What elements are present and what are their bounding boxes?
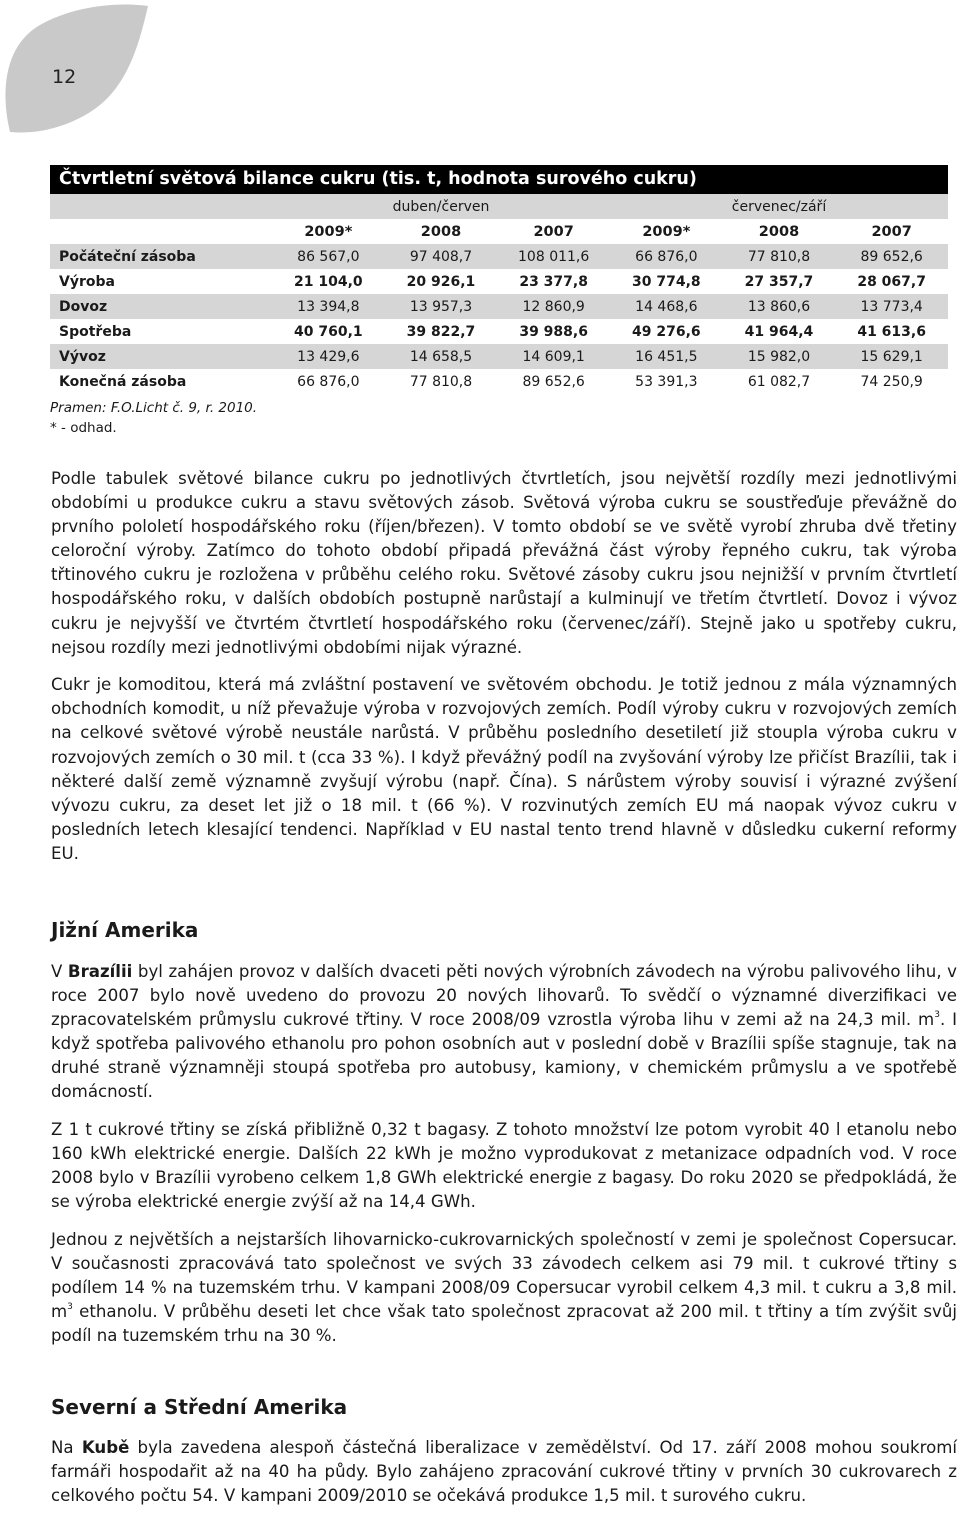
table-row [50, 269, 948, 294]
year-header-row [50, 219, 948, 244]
table-cell: 28 067,7 [835, 269, 948, 294]
group-header-row [50, 194, 948, 219]
section-heading-south-america: Jižní Amerika [51, 918, 199, 942]
paragraph: Jednou z největších a nejstarších lihovarnicko-cukrovarnických společností v zemi je společnost Copersucar. V současnosti zpracovává tato společnost ve svých 33 závodech celkem asi 79 mil. t cukrové třtiny s podílem 14 % na tuzemském trhu. V kampani 2008/09 Copersucar vyrobil celkem 4,3 mil. t cukru a 3,8 mil. $m^3$ ethanolu. V průběhu deseti let chce však tato společnost zpracovat až 200 mil. t třtiny a tím zvýšit svůj podíl na tuzemském trhu na 30 %. [51, 1229, 957, 1346]
year-header: 2009* [642, 223, 691, 240]
table-cell: 27 357,7 [723, 269, 836, 294]
table-cell: 13 957,3 [385, 294, 498, 319]
row-label: Počáteční zásoba [50, 244, 272, 269]
paragraph: Cukr je komoditou, která má zvláštní postavení ve světovém obchodu. Je totiž jednou z mála významných obchodních komodit, u níž převažuje výroba v rozvojových zemích. Podíl výroby cukru v rozvojových zemích na celkové světové výrobě neustále narůstá. V průběhu posledního desetiletí již stoupla výroba cukru v rozvojových zemích o 30 mil. t (cca 33 %). I když převážný podíl na zvyšování výroby lze přičíst Brazílii, tak i některé další země významně zvyšují výrobu (např. Čína). S nárůstem výroby souvisí i výrazné zvýšení vývozu cukru, za deset let již o 18 mil. t (66 %). V rozvinutých zemích EU má naopak vývoz cukru v posledních letech klesající tendenci. Například v EU nastal tento trend hlavně v důsledku cukerní reformy EU. [51, 675, 957, 863]
table-cell: 61 082,7 [723, 369, 836, 394]
group-header-q3: červenec/září [610, 194, 948, 219]
paragraph: Podle tabulek světové bilance cukru po jednotlivých čtvrtletích, jsou největší rozdíly mezi jednotlivými obdobími u produkce cukru a stavu světových zásob. Světová výroba cukru se soustřeďuje převážně do prvního pololetí hospodářského roku (říjen/březen). V tomto období se ve světě vyrobí zhruba dvě třetiny celoroční výroby. Zatímco do tohoto období připadá převážná část výroby řepného cukru, tak výroba třtinového cukru je rozložena v průběhu celého roku. Světové zásoby cukru jsou nejnižší v prvním čtvrtletí hospodářského roku, v dalších obdobích postupně narůstají a kulminují ve třetím čtvrtletí. Dovoz i vývoz cukru je nejvyšší ve čtvrtém čtvrtletí hospodářského roku (červenec/září). Stejně jako u spotřeby cukru, nejsou rozdíly mezi jednotlivými obdobími nijak výrazné. [51, 469, 957, 657]
table-cell: 49 276,6 [610, 319, 723, 344]
row-label: Výroba [50, 269, 272, 294]
table-row [50, 294, 948, 319]
country-cuba: Kubě [81, 1438, 130, 1457]
row-label: Konečná zásoba [50, 369, 272, 394]
row-label: Spotřeba [50, 319, 272, 344]
sugar-balance-table [50, 194, 948, 394]
table-cell: 40 760,1 [272, 319, 385, 344]
table-cell: 30 774,8 [610, 269, 723, 294]
paragraph: V Brazílii byl zahájen provoz v dalších dvaceti pěti nových výrobních závodech na výrobu palivového lihu, v roce 2007 bylo nově uvedeno do provozu 20 nových lihovarů. To svědčí o významné diverzifikaci ve zpracovatelském průmyslu cukrové třtiny. V roce 2008/09 vzrostla výroba lihu v zemi až na 24,3 mil. $m^3$. I když spotřeba palivového ethanolu pro pohon osobních aut v poslední době v Brazílii spíše stagnuje, tak na druhé straně významněji stoupá spotřeba pro autobusy, kamiony, v chemickém průmyslu a ve spotřebě domácností. [51, 962, 957, 1102]
table-cell: 13 860,6 [723, 294, 836, 319]
table-row [50, 369, 948, 394]
table-cell: 14 658,5 [385, 344, 498, 369]
table-cell: 66 876,0 [272, 369, 385, 394]
sugar-balance-table-section [50, 165, 948, 438]
page-number: 12 [52, 66, 77, 88]
table-cell: 41 964,4 [723, 319, 836, 344]
year-header: 2008 [758, 223, 800, 240]
table-cell: 12 860,9 [497, 294, 610, 319]
south-america-text [51, 960, 957, 1362]
row-label: Vývoz [50, 344, 272, 369]
table-cell: 39 988,6 [497, 319, 610, 344]
table-cell: 89 652,6 [497, 369, 610, 394]
intro-text [51, 467, 957, 880]
paragraph: Na Kubě byla zavedena alespoň částečná liberalizace v zemědělství. Od 17. září 2008 mohou soukromí farmáři hospodařit až na 40 ha půdy. Bylo zahájeno zpracování cukrové třtiny v prvních 30 cukrovarech z celkového počtu 54. V kampani 2009/2010 se očekává produkce 1,5 mil. t surového cukru. [51, 1438, 957, 1506]
north-america-text [51, 1436, 957, 1522]
table-cell: 66 876,0 [610, 244, 723, 269]
table-cell: 39 822,7 [385, 319, 498, 344]
table-cell: 77 810,8 [723, 244, 836, 269]
table-notes [50, 398, 948, 438]
table-cell: 108 011,6 [497, 244, 610, 269]
table-cell: 15 629,1 [835, 344, 948, 369]
table-cell: 13 394,8 [272, 294, 385, 319]
paragraph: Z 1 t cukrové třtiny se získá přibližně 0,32 t bagasy. Z tohoto množství lze potom vyrobit 40 l etanolu nebo 160 kWh elektrické energie. Dalších 22 kWh je možno vyprodukovat z metanizace odpadních vod. V roce 2008 bylo v Brazílii vyrobeno celkem 1,8 GWh elektrické energie z bagasy. Do roku 2020 se předpokládá, že se výroba elektrické energie zvýší až na 14,4 GWh. [51, 1120, 957, 1212]
table-cell: 16 451,5 [610, 344, 723, 369]
table-cell: 97 408,7 [385, 244, 498, 269]
country-brazil: Brazílii [67, 962, 133, 981]
table-cell: 86 567,0 [272, 244, 385, 269]
table-cell: 89 652,6 [835, 244, 948, 269]
table-cell: 14 609,1 [497, 344, 610, 369]
table-cell: 77 810,8 [385, 369, 498, 394]
table-footnote: * - odhad. [50, 420, 117, 436]
row-label: Dovoz [50, 294, 272, 319]
table-cell: 74 250,9 [835, 369, 948, 394]
table-cell: 20 926,1 [385, 269, 498, 294]
table-cell: 13 429,6 [272, 344, 385, 369]
group-header-q2: duben/červen [272, 194, 610, 219]
year-header: 2009* [304, 223, 353, 240]
table-cell: 53 391,3 [610, 369, 723, 394]
table-row [50, 344, 948, 369]
table-cell: 23 377,8 [497, 269, 610, 294]
table-cell: 14 468,6 [610, 294, 723, 319]
section-heading-north-central-america: Severní a Střední Amerika [51, 1395, 348, 1419]
table-source: Pramen: F.O.Licht č. 9, r. 2010. [50, 400, 258, 416]
year-header: 2007 [533, 223, 574, 240]
table-cell: 21 104,0 [272, 269, 385, 294]
year-header: 2007 [871, 223, 912, 240]
table-row [50, 319, 948, 344]
table-title: Čtvrtletní světová bilance cukru (tis. t, hodnota surového cukru) [50, 165, 948, 194]
table-cell: 15 982,0 [723, 344, 836, 369]
year-header: 2008 [420, 223, 462, 240]
table-row [50, 244, 948, 269]
table-cell: 41 613,6 [835, 319, 948, 344]
table-cell: 13 773,4 [835, 294, 948, 319]
